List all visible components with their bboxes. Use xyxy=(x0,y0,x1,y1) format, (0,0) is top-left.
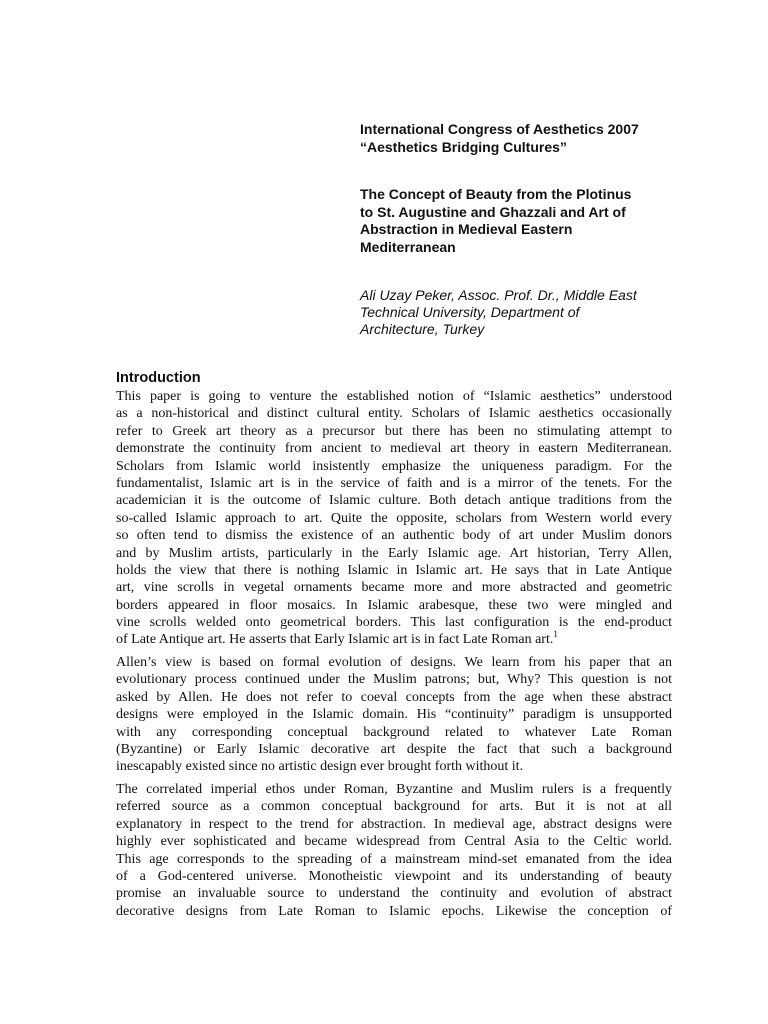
text-line: as a non-historical and distinct cultural entity. Scholars of Islamic aesthetics occasionally xyxy=(116,406,672,422)
text-line: promise an invaluable source to understand the continuity and evolution of abstract xyxy=(116,886,672,902)
text-line: art, vine scrolls in vegetal ornaments became more and more abstracted and geometric xyxy=(116,580,672,596)
text-line: referred source as a common conceptual background for arts. But it is not at all xyxy=(116,799,672,815)
text-line: explanatory in respect to the trend for abstraction. In medieval age, abstract designs were xyxy=(116,816,672,832)
text-line: fundamentalist, Islamic art is in the service of faith and is a mirror of the tenets. For the xyxy=(116,475,672,491)
text-line: highly ever sophisticated and became widespread from Central Asia to the Celtic world. xyxy=(116,834,672,850)
text-line: vine scrolls welded onto geometrical borders. This last configuration is the end-product xyxy=(116,615,672,631)
paragraph xyxy=(116,654,672,776)
title-line: Abstraction in Medieval Eastern xyxy=(360,221,573,237)
text-line: demonstrate the continuity from ancient to medieval art theory in eastern Mediterranean. xyxy=(116,441,672,457)
paper-title xyxy=(360,186,700,256)
conference-header xyxy=(360,120,700,156)
author-line: Technical University, Department of xyxy=(360,304,580,320)
text-line: borders appeared in floor mosaics. In Islamic arabesque, these two were mingled and xyxy=(116,597,672,613)
paragraph xyxy=(116,781,672,920)
text-line: This age corresponds to the spreading of a mainstream mind-set emanated from the idea xyxy=(116,851,672,867)
text-line: evolutionary process continued under the Muslim patrons; but, Why? This question is not xyxy=(116,672,672,688)
text-line-with-footnote xyxy=(116,631,672,648)
text-line: Allen’s view is based on formal evolution of designs. We learn from his paper that an xyxy=(116,655,672,670)
title-line: The Concept of Beauty from the Plotinus xyxy=(360,186,632,202)
text-line: and by Muslim artists, particularly in the Early Islamic age. Art historian, Terry Allen, xyxy=(116,545,672,561)
text-line: The correlated imperial ethos under Roman, Byzantine and Muslim rulers is a frequently xyxy=(116,782,672,797)
text-line: with any corresponding conceptual background related to whatever Late Roman xyxy=(116,724,672,740)
text-line: of Late Antique art. He asserts that Early Islamic art is in fact Late Roman art. xyxy=(116,632,554,648)
text-line: This paper is going to venture the established notion of “Islamic aesthetics” understood xyxy=(116,389,672,404)
author-affiliation xyxy=(360,287,700,338)
footnote-marker[interactable]: 1 xyxy=(553,629,558,640)
text-line: so often tend to dismiss the existence of an authentic body of art under Muslim donors xyxy=(116,528,672,544)
section-heading: Introduction xyxy=(116,370,201,386)
conference-name: International Congress of Aesthetics 2007 xyxy=(360,121,639,137)
text-line: decorative designs from Late Roman to Islamic epochs. Likewise the conception of xyxy=(116,903,672,919)
text-line: of a God-centered universe. Monotheistic viewpoint and its understanding of beauty xyxy=(116,868,672,884)
conference-theme: “Aesthetics Bridging Cultures” xyxy=(360,139,567,155)
text-line: asked by Allen. He does not refer to coeval concepts from the age when these abstract xyxy=(116,689,672,705)
paragraph xyxy=(116,388,672,649)
text-line: (Byzantine) or Early Islamic decorative art despite the fact that such a background xyxy=(116,741,672,757)
title-line: to St. Augustine and Ghazzali and Art of xyxy=(360,203,626,220)
author-line: Architecture, Turkey xyxy=(360,321,485,337)
title-line: Mediterranean xyxy=(360,238,456,255)
author-line: Ali Uzay Peker, Assoc. Prof. Dr., Middle East xyxy=(360,287,637,303)
text-line: so-called Islamic approach to art. Quite the opposite, scholars from Western world every xyxy=(116,510,672,526)
text-line: designs were employed in the Islamic domain. His “continuity” paradigm is unsupported xyxy=(116,707,672,723)
text-line: refer to Greek art theory as a precursor but there has been no stimulating attempt to xyxy=(116,423,672,439)
text-line: academician it is the outcome of Islamic culture. Both detach antique traditions from the xyxy=(116,493,672,509)
text-line: holds the view that there is nothing Islamic in Islamic art. He says that in Late Antique xyxy=(116,562,672,578)
text-line: inescapably existed since no artistic design ever brought forth without it. xyxy=(116,759,524,775)
text-line: Scholars from Islamic world insistently emphasize the uniqueness paradigm. For the xyxy=(116,458,672,474)
